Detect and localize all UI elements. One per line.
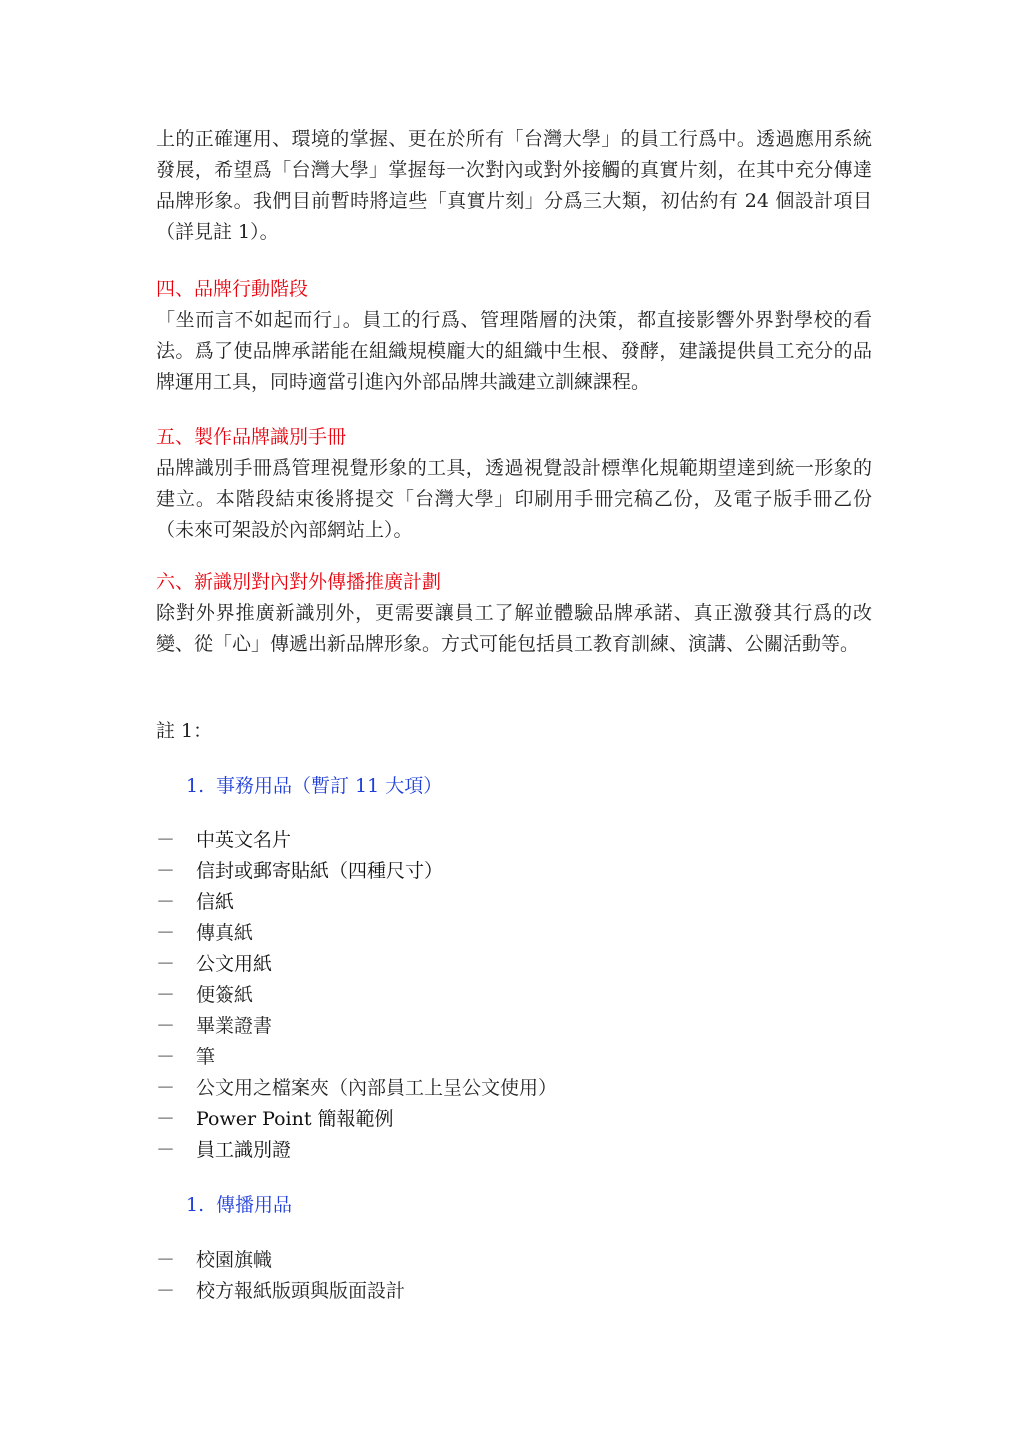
- list-item: － 傳真紙: [156, 918, 557, 949]
- group-2-title: 傳播用品: [216, 1194, 293, 1216]
- dash-marker: －: [156, 922, 176, 944]
- section-6-paragraph: 除對外界推廣新識別外，更需要讓員工了解並體驗品牌承諾、真正激發其行爲的改變、從「心」傳遞出新品牌形象。方式可能包括員工教育訓練、演講、公關活動等。: [156, 602, 872, 655]
- list-item: － 筆: [156, 1042, 557, 1073]
- dash-marker: －: [156, 1108, 176, 1130]
- dash-marker: －: [156, 1077, 176, 1099]
- list-item: － 中英文名片: [156, 825, 557, 856]
- list-item: － 公文用之檔案夾（內部員工上呈公文使用）: [156, 1073, 557, 1104]
- list-item: － 便簽紙: [156, 980, 557, 1011]
- group-2-heading: [186, 1190, 292, 1221]
- list-item: － 校園旗幟: [156, 1245, 405, 1276]
- list-item: － 信封或郵寄貼紙（四種尺寸）: [156, 856, 557, 887]
- group-1-title: 事務用品（暫訂 11 大項）: [216, 775, 443, 797]
- group-2-number: 1.: [186, 1194, 205, 1216]
- note-label: 註 1：: [156, 720, 213, 742]
- group-1-number: 1.: [186, 775, 205, 797]
- dash-marker: －: [156, 891, 176, 913]
- list-item: － 校方報紙版頭與版面設計: [156, 1276, 405, 1307]
- dash-marker: －: [156, 953, 176, 975]
- group-1-list: [156, 825, 557, 1166]
- dash-marker: －: [156, 860, 176, 882]
- list-item: － Power Point 簡報範例: [156, 1104, 557, 1135]
- section-5-heading: 五、製作品牌識別手冊: [156, 426, 347, 448]
- dash-marker: －: [156, 984, 176, 1006]
- list-item: － 畢業證書: [156, 1011, 557, 1042]
- dash-marker: －: [156, 1280, 176, 1302]
- section-6-heading: 六、新識別對內對外傳播推廣計劃: [156, 571, 442, 593]
- dash-marker: －: [156, 1249, 176, 1271]
- list-item: － 信紙: [156, 887, 557, 918]
- section-5-paragraph: 品牌識別手冊爲管理視覺形象的工具，透過視覺設計標準化規範期望達到統一形象的建立。本階段結束後將提交「台灣大學」印刷用手冊完稿乙份，及電子版手冊乙份（未來可架設於內部網站上）。: [156, 457, 872, 541]
- list-item: － 公文用紙: [156, 949, 557, 980]
- list-item: － 員工識別證: [156, 1135, 557, 1166]
- dash-marker: －: [156, 1139, 176, 1161]
- dash-marker: －: [156, 829, 176, 851]
- dash-marker: －: [156, 1046, 176, 1068]
- section-4-paragraph: 「坐而言不如起而行」。員工的行爲、管理階層的決策，都直接影響外界對學校的看法。爲了使品牌承諾能在組織規模龐大的組織中生根、發酵，建議提供員工充分的品牌運用工具，同時適當引進內外部品牌共識建立訓練課程。: [156, 309, 872, 393]
- section-4-heading: 四、品牌行動階段: [156, 278, 309, 300]
- group-1-heading: [186, 771, 442, 802]
- dash-marker: －: [156, 1015, 176, 1037]
- intro-paragraph: 上的正確運用、環境的掌握、更在於所有「台灣大學」的員工行爲中。透過應用系統發展，希望爲「台灣大學」掌握每一次對內或對外接觸的真實片刻，在其中充分傳達品牌形象。我們目前暫時將這些「真實片刻」分爲三大類，初估約有 24 個設計項目（詳見註 1）。: [156, 128, 872, 243]
- group-2-list: [156, 1245, 405, 1307]
